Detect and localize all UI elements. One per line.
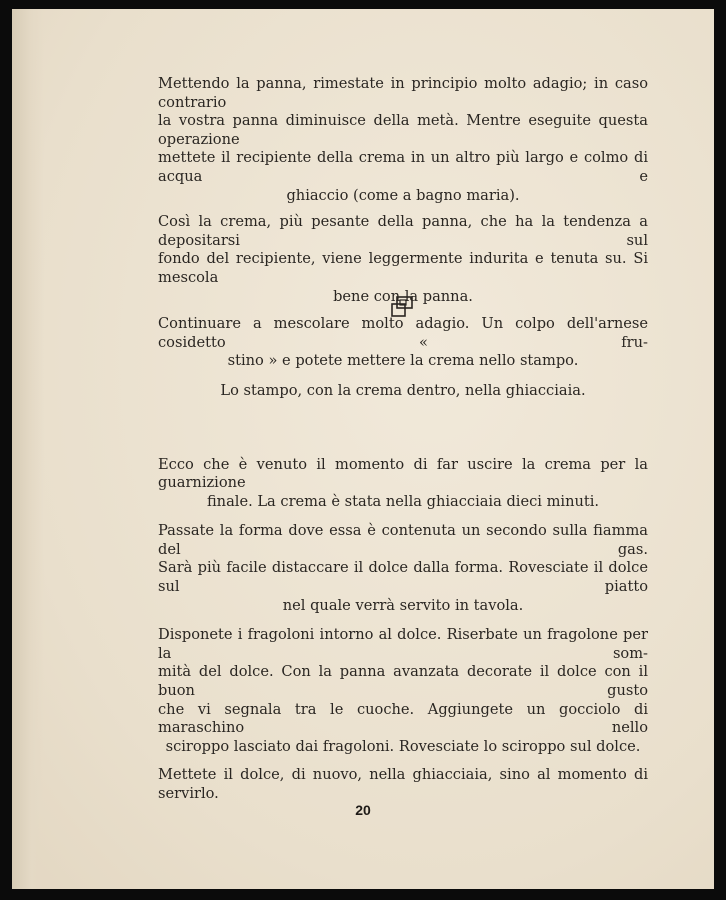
overlapping-squares-icon: [389, 295, 415, 319]
book-page: [12, 9, 714, 889]
text-line: Sarà più facile distaccare il dolce dalla forma. Rovesciate il dolce sul piatto: [158, 559, 648, 596]
text-line: Mettete il dolce, di nuovo, nella ghiacciaia, sino al momento di servirlo.: [158, 766, 648, 802]
paragraph-5: [158, 456, 648, 512]
text-line: Disponete i fragoloni intorno al dolce. Riserbate un fragolone per la som-: [158, 626, 648, 662]
text-line: Ecco che è venuto il momento di far uscire la crema per la guarnizione: [158, 455, 648, 492]
text-line: Mettendo la panna, rimestate in principio molto adagio; in caso contrario: [158, 75, 648, 111]
ornament-spacer: [158, 411, 648, 456]
paragraph-3: [158, 315, 648, 371]
text-line: nel quale verrà servito in tavola.: [282, 596, 524, 614]
paragraph-2: [158, 213, 648, 306]
text-line: la vostra panna diminuisce della metà. Mentre eseguite questa operazione: [158, 112, 648, 148]
paragraph-1: [158, 75, 648, 205]
text-line: mità del dolce. Con la panna avanzata decorate il dolce con il buon gusto: [158, 663, 648, 700]
text-line: Continuare a mescolare molto adagio. Un colpo dell'arnese cosidetto « fru-: [158, 315, 648, 351]
text-line: sciroppo lasciato dai fragoloni. Rovesciate lo sciroppo sul dolce.: [165, 737, 641, 755]
paragraph-6: [158, 522, 648, 615]
text-line: Passate la forma dove essa è contenuta un secondo sulla fiamma del gas.: [158, 522, 648, 558]
text-line: bene con la panna.: [333, 287, 473, 305]
text-line: che vi segnala tra le cuoche. Aggiungete un gocciolo di maraschino nello: [158, 700, 648, 737]
page-number: 20: [355, 802, 371, 818]
text-line: fondo del recipiente, viene leggermente indurita e tenuta su. Si mescola: [158, 250, 648, 286]
paragraph-8: [158, 766, 648, 803]
page-body: [158, 75, 648, 814]
text-line: finale. La crema è stata nella ghiacciaia dieci minuti.: [206, 492, 600, 510]
text-line: ghiaccio (come a bagno maria).: [286, 186, 520, 204]
paragraph-7: [158, 626, 648, 756]
text-line: stino » e potete mettere la crema nello stampo.: [227, 352, 579, 370]
text-line: mettete il recipiente della crema in un altro più largo e colmo di acqua e: [158, 149, 648, 185]
paragraph-4: Lo stampo, con la crema dentro, nella ghiacciaia.: [220, 381, 586, 399]
page-spine-shadow: [12, 9, 44, 889]
text-line: Così la crema, più pesante della panna, che ha la tendenza a depositarsi sul: [158, 213, 648, 249]
